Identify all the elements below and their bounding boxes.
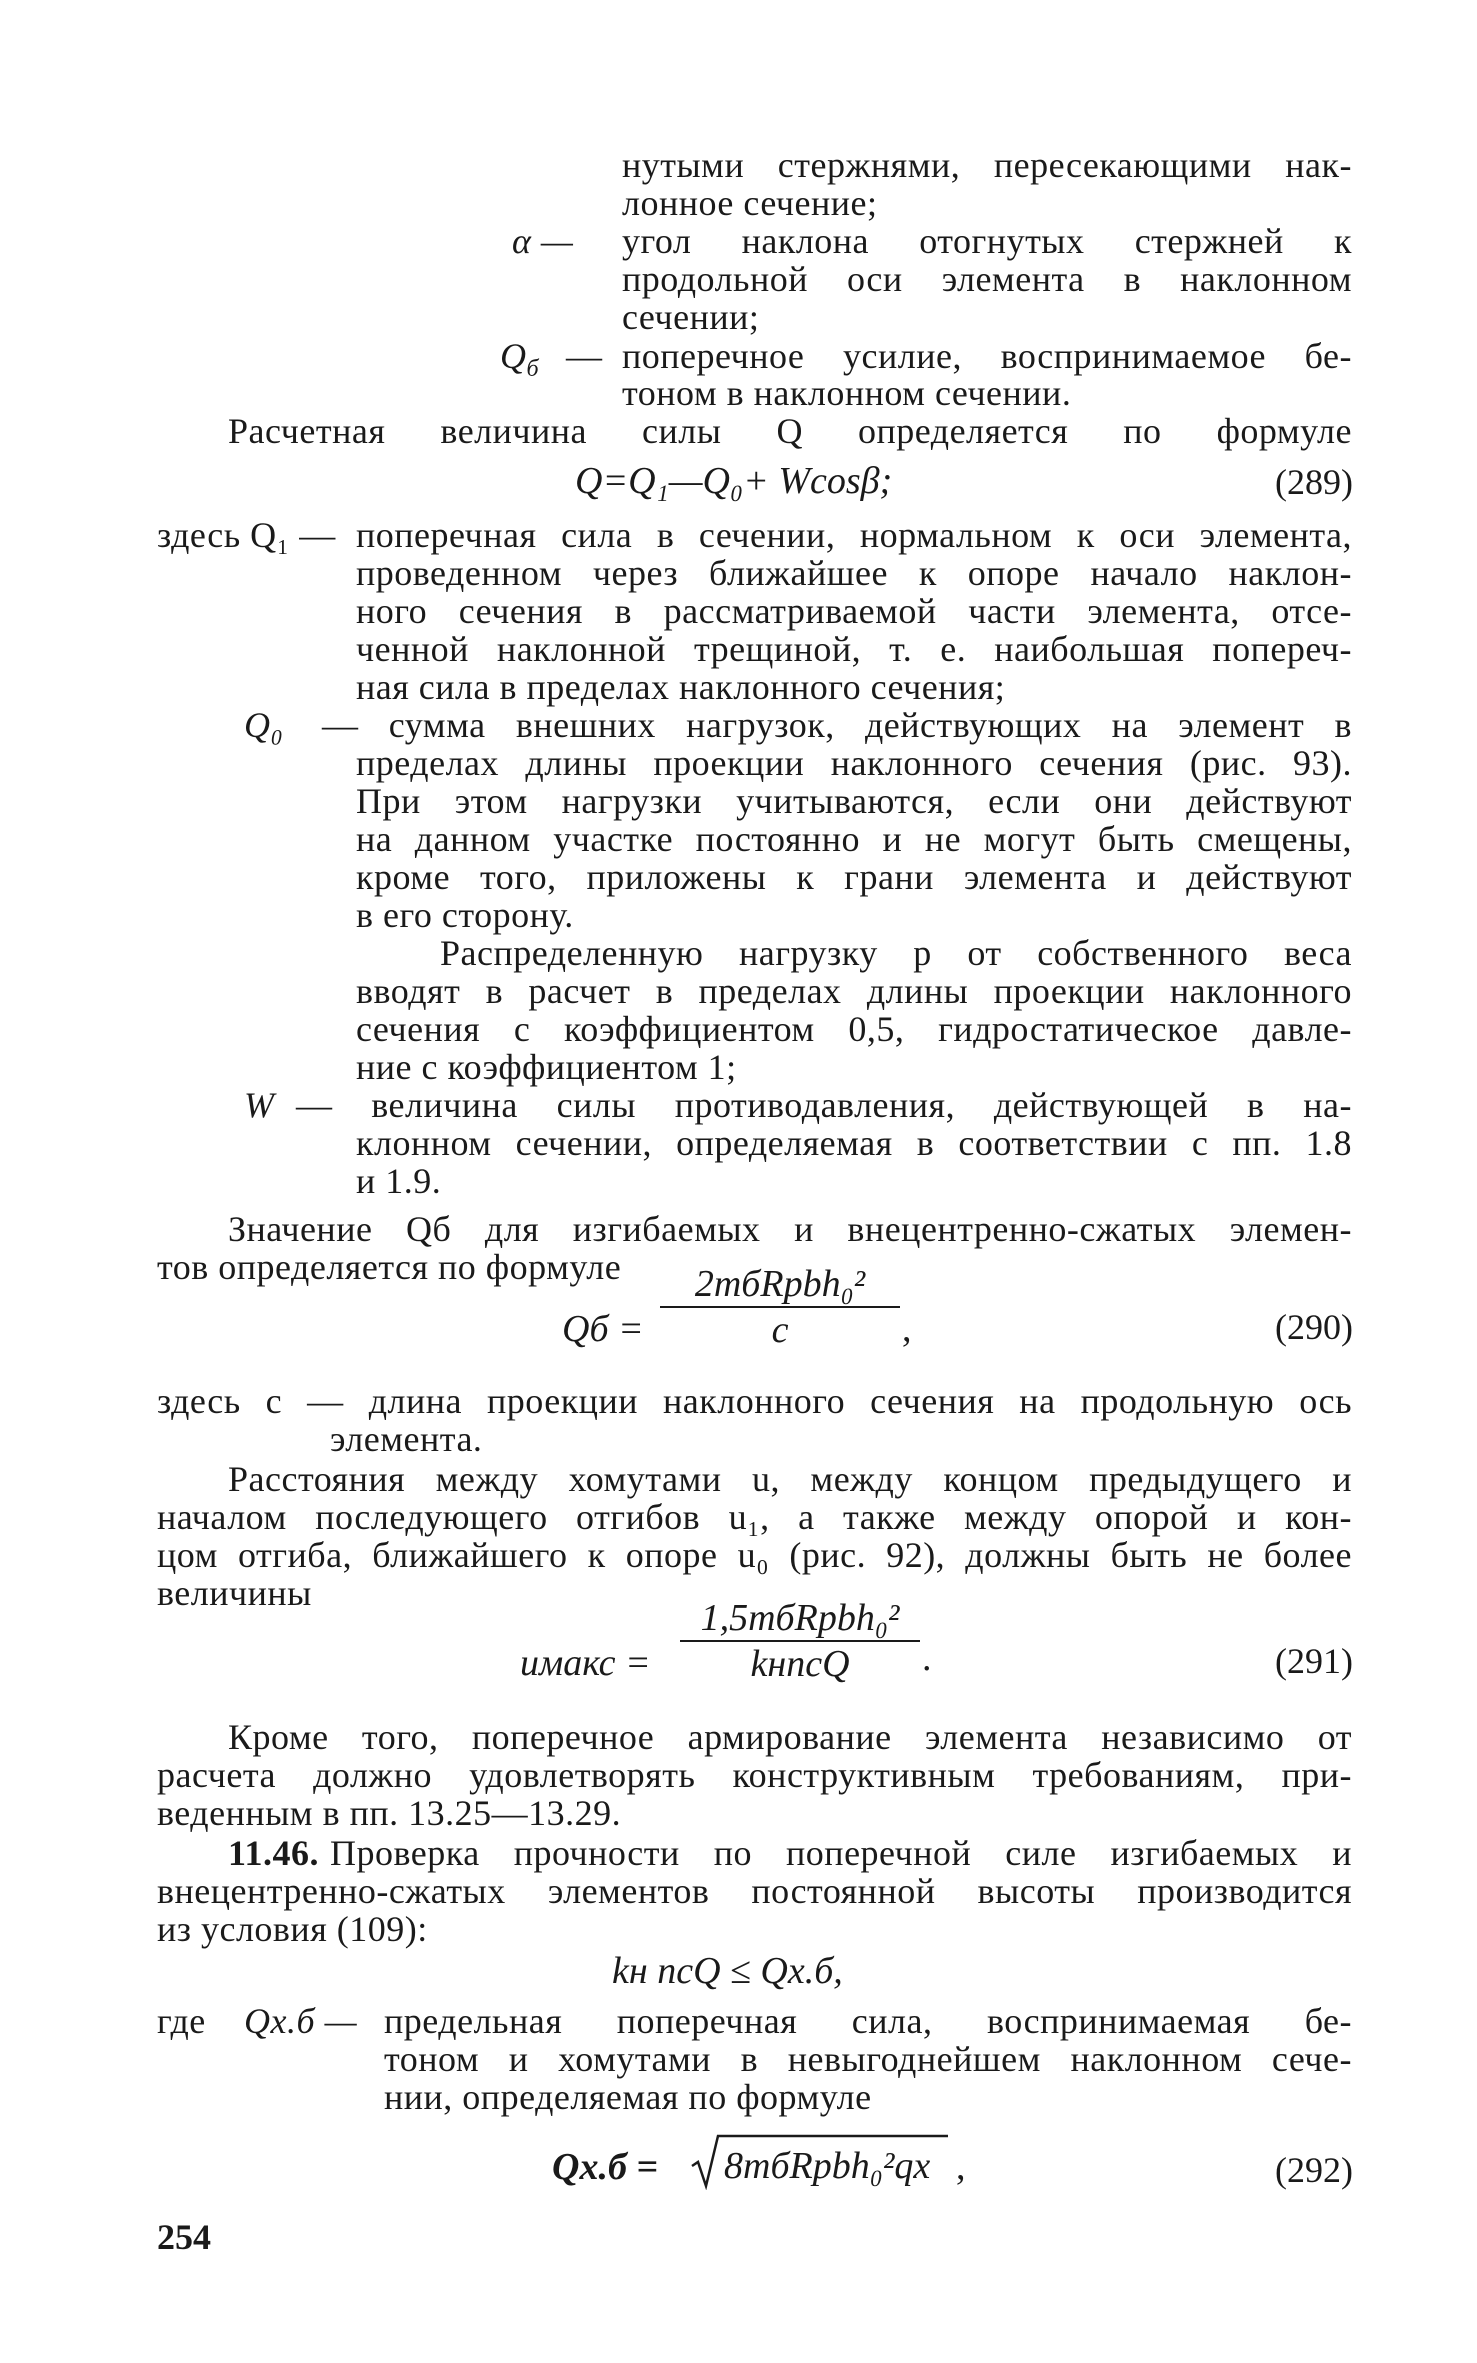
text-line: тоном в наклонном сечении. [622, 373, 1072, 413]
equation-number: (290) [1275, 1307, 1353, 1347]
fraction-denominator: kнncQ [750, 1643, 850, 1685]
fraction-numerator: 1,5mбRpbh₀² [700, 1597, 900, 1639]
text-line: началом последующего отгибов u₁, а также между опорой и кон- [157, 1497, 1352, 1537]
symbol-qxb: Qх.б — [244, 2001, 358, 2041]
text-line: сечения с коэффициентом 0,5, гидростатическое давле- [356, 1009, 1352, 1049]
text-line: веденным в пп. 13.25—13.29. [157, 1793, 622, 1833]
text-line: угол наклона отогнутых стержней к [622, 221, 1352, 261]
equation-290-lhs: Qб = [562, 1308, 644, 1350]
radicand: 8mбRpbh₀²qх [724, 2145, 931, 2187]
equation-290-fraction [660, 1262, 900, 1352]
text-line: Расстояния между хомутами u, между концом предыдущего и [228, 1459, 1352, 1499]
text-line: и 1.9. [356, 1161, 442, 1201]
equation-291-fraction [680, 1596, 920, 1686]
text-line: внецентренно-сжатых элементов постоянной высоты производится [157, 1871, 1352, 1911]
text-line: проведенном через ближайшее к опоре начало наклон- [356, 553, 1352, 593]
text-line: предельная поперечная сила, воспринимаемая бе- [384, 2001, 1352, 2041]
text-line: пределах длины проекции наклонного сечения (рис. 93). [356, 743, 1352, 783]
text-line: нутыми стержнями, пересекающими нак- [622, 145, 1352, 185]
text-line: величины [157, 1573, 312, 1613]
text-line: клонном сечении, определяемая в соответствии с пп. 1.8 [356, 1123, 1352, 1163]
equation-291-lhs: uмакс = [520, 1642, 651, 1684]
punctuation: , [902, 1308, 912, 1350]
text-line: элемента. [330, 1419, 483, 1459]
symbol-w: W [244, 1085, 275, 1125]
equation-condition: kн ncQ ≤ Qх.б, [612, 1950, 843, 1992]
dash: — [566, 336, 603, 376]
text-line: Проверка прочности по поперечной силе изгибаемых и [330, 1833, 1352, 1873]
definition-lead: где [157, 2001, 206, 2041]
equation-289: Q=Q₁—Q₀+ Wcosβ; [575, 460, 893, 502]
symbol-alpha: α — [512, 221, 574, 261]
text-line: тоном и хомутами в невыгоднейшем наклонном сече- [384, 2039, 1352, 2079]
text-line: ного сечения в рассматриваемой части элемента, отсе- [356, 591, 1352, 631]
text-line: — сумма внешних нагрузок, действующих на элемент в [322, 705, 1352, 745]
text-line: продольной оси элемента в наклонном [622, 259, 1352, 299]
text-line: ние с коэффициентом 1; [356, 1047, 737, 1087]
text-line: Значение Qб для изгибаемых и внецентренно-сжатых элемен- [228, 1209, 1352, 1249]
text-line: — величина силы противодавления, действующей в на- [296, 1085, 1352, 1125]
equation-292-radical [690, 2132, 950, 2190]
text-line: тов определяется по формуле [157, 1247, 622, 1287]
text-line: Распределенную нагрузку p от собственного веса [440, 933, 1352, 973]
section-number: 11.46. [228, 1833, 320, 1873]
text-line: При этом нагрузки учитываются, если они действуют [356, 781, 1352, 821]
fraction-denominator: c [771, 1309, 789, 1351]
text-line: кроме того, приложены к грани элемента и действуют [356, 857, 1352, 897]
equation-292-lhs: Qх.б = [552, 2146, 659, 2188]
punctuation: , [956, 2146, 966, 2188]
equation-number: (292) [1275, 2150, 1353, 2190]
text-line: поперечная сила в сечении, нормальном к оси элемента, [356, 515, 1352, 555]
text-line: расчета должно удовлетворять конструктивным требованиям, при- [157, 1755, 1352, 1795]
text-line: ная сила в пределах наклонного сечения; [356, 667, 1006, 707]
text-line: в его сторону. [356, 895, 574, 935]
equation-number: (289) [1275, 462, 1353, 502]
symbol-q0: Q₀ [244, 705, 284, 745]
punctuation: . [922, 1637, 932, 1679]
text-line: из условия (109): [157, 1909, 428, 1949]
text-line: здесь c — длина проекции наклонного сечения на продольную ось [157, 1381, 1352, 1421]
text-line: на данном участке постоянно и не могут быть смещены, [356, 819, 1352, 859]
page-number: 254 [157, 2217, 211, 2257]
text-line: поперечное усилие, воспринимаемое бе- [622, 336, 1352, 376]
symbol-qb: $Q_б$ [500, 336, 540, 383]
text-line: цом отгиба, ближайшего к опоре u₀ (рис. 92), должны быть не более [157, 1535, 1352, 1575]
text-line: ченной наклонной трещиной, т. е. наибольшая попереч- [356, 629, 1352, 669]
text-line: сечении; [622, 297, 760, 337]
text-line: лонное сечение; [622, 183, 878, 223]
definition-lead: здесь Q₁ — [157, 515, 336, 555]
fraction-numerator: 2mбRpbh₀² [694, 1263, 866, 1305]
equation-number: (291) [1275, 1641, 1353, 1681]
text-line: вводят в расчет в пределах длины проекции наклонного [356, 971, 1352, 1011]
text-line: нии, определяемая по формуле [384, 2077, 872, 2117]
text-line: Кроме того, поперечное армирование элемента независимо от [228, 1717, 1352, 1757]
text-line: Расчетная величина силы Q определяется по формуле [228, 411, 1352, 451]
